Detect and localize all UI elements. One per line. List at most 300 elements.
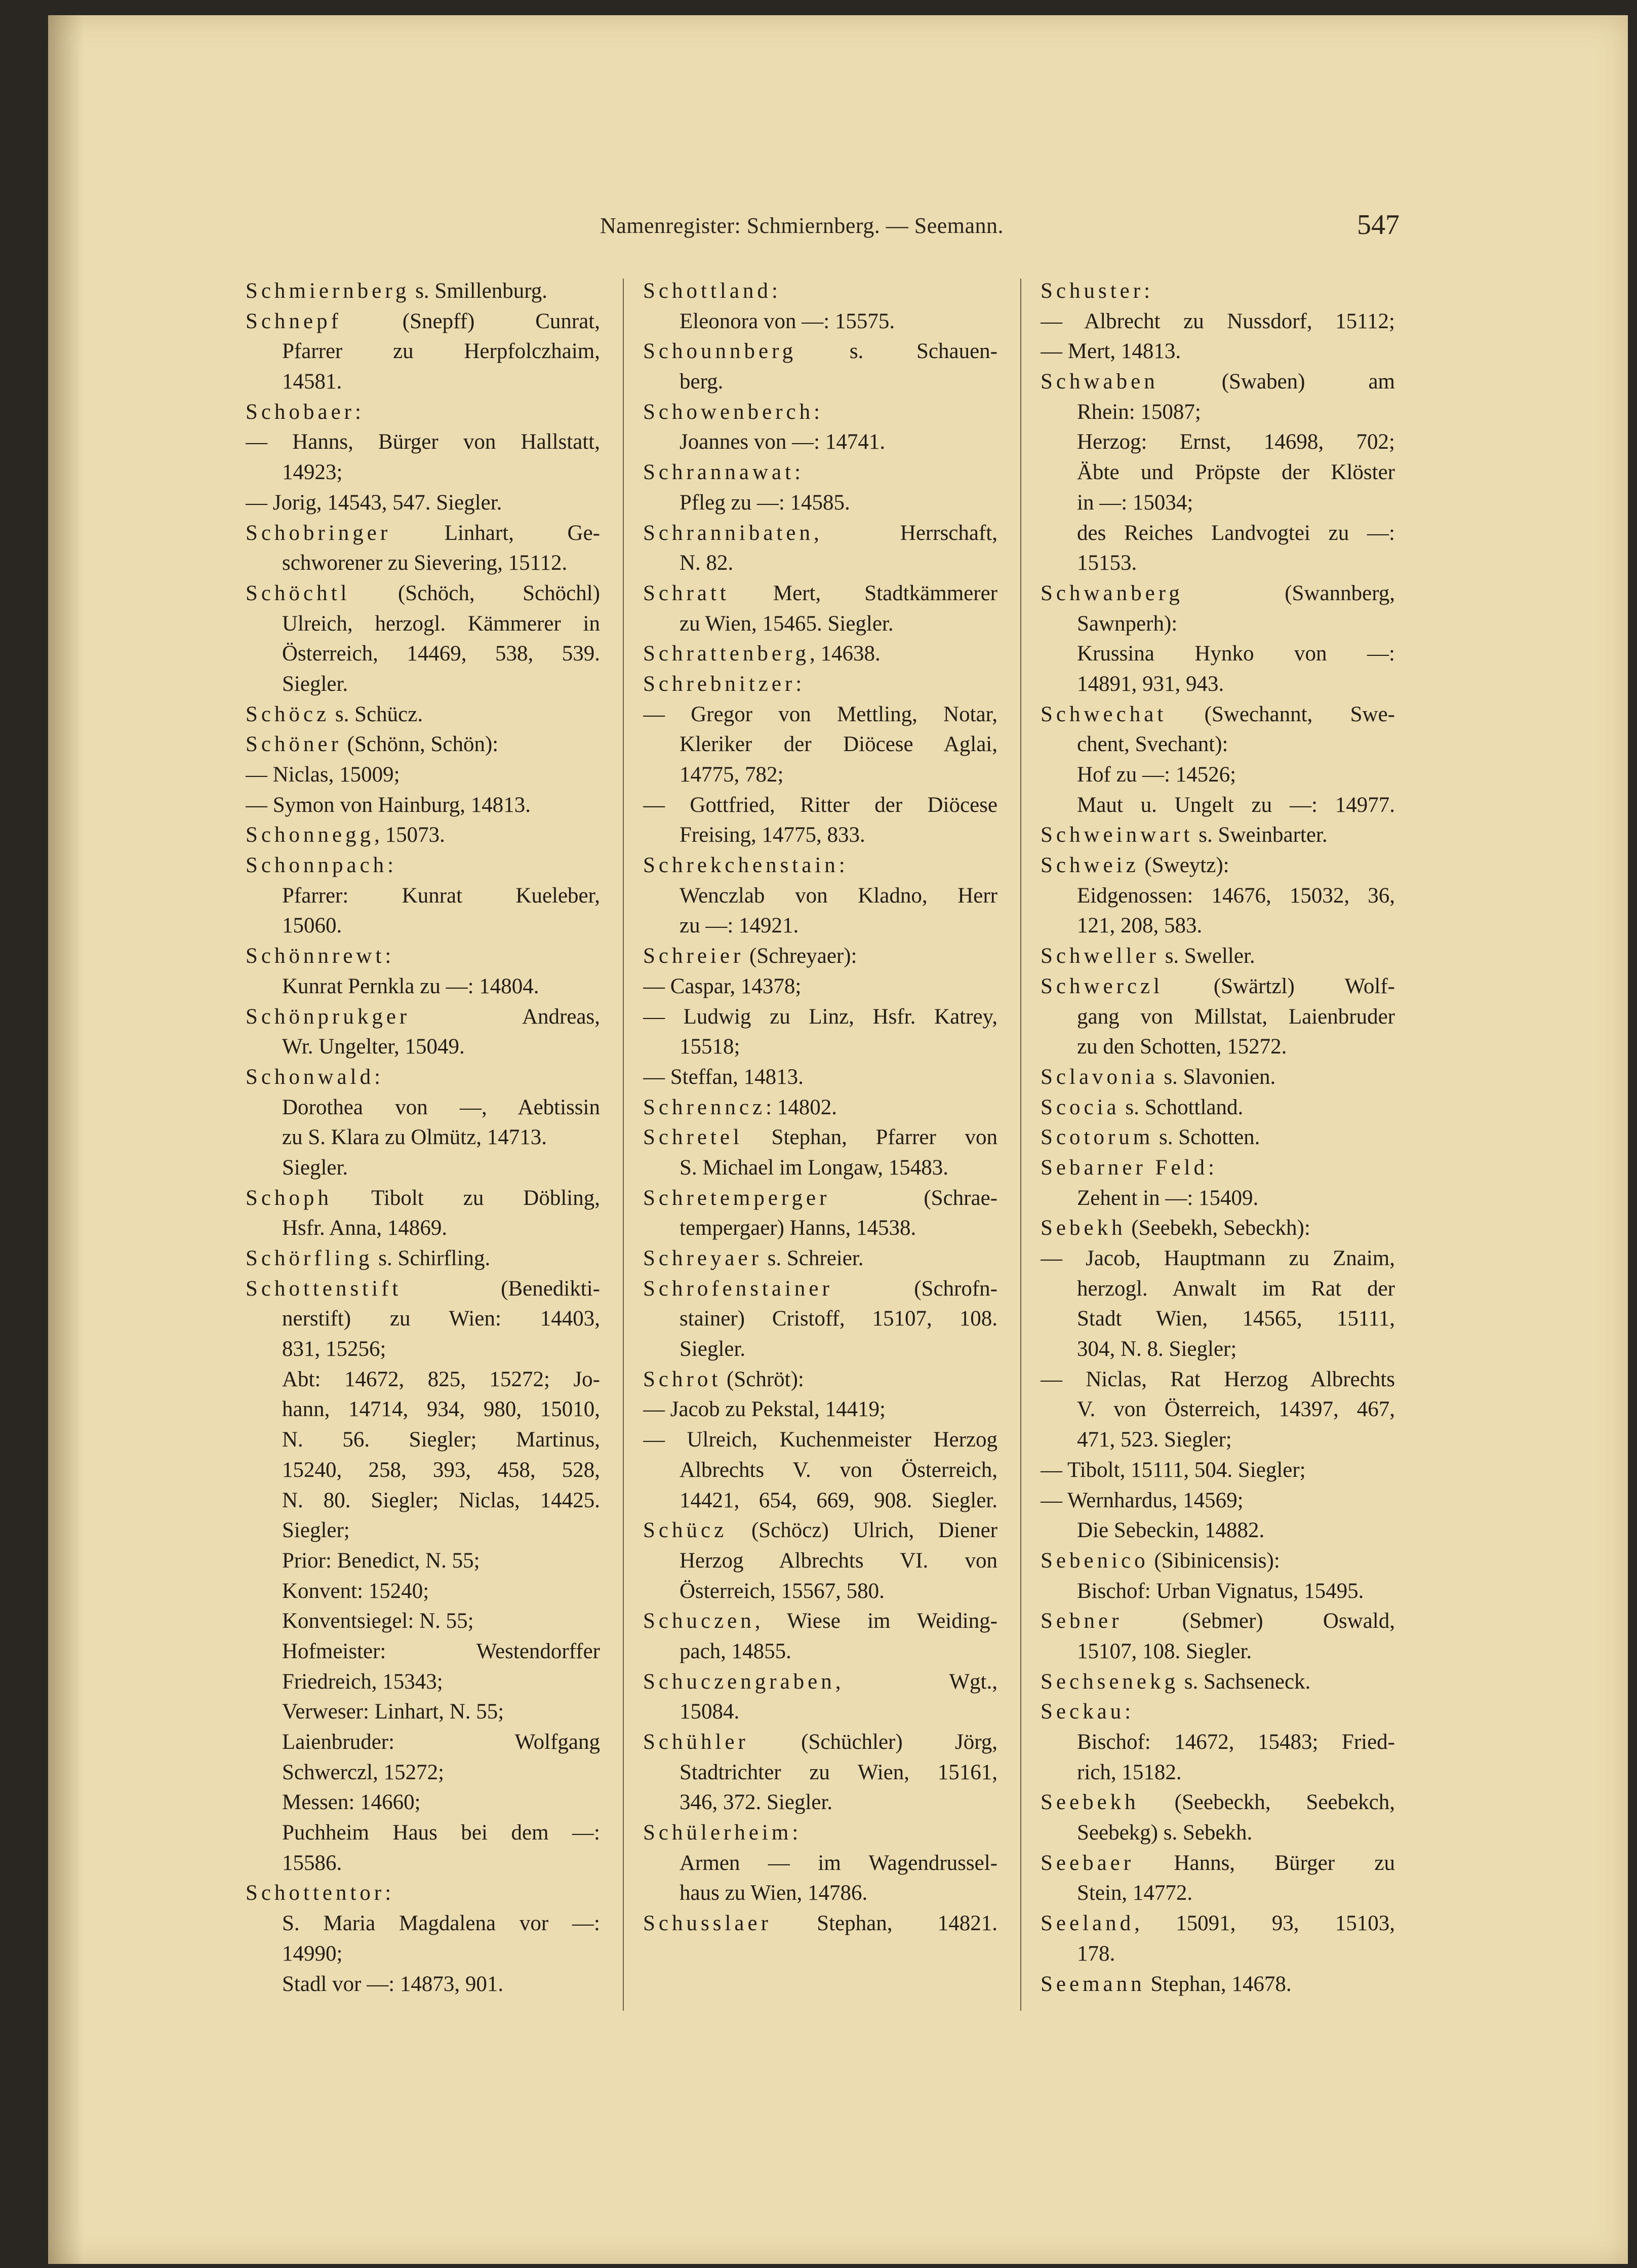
index-entry-text: — Niclas, 15009;	[246, 763, 400, 787]
index-headword: Scotorum	[1041, 1125, 1154, 1150]
index-headword: Schreyaer	[643, 1246, 762, 1270]
index-entry-text: (Seebekh, Sebeckh):	[1126, 1216, 1310, 1240]
index-entry-text: 14775, 782;	[680, 763, 784, 787]
index-entry-text: — Ludwig zu Linz, Hsfr. Katrey,	[643, 1004, 997, 1029]
index-entry-line	[1041, 729, 1395, 760]
index-entry-text: Maut u. Ungelt zu —: 14977.	[1077, 793, 1395, 817]
index-entry-text: — Caspar, 14378;	[643, 974, 802, 998]
index-entry-text: :	[795, 672, 802, 696]
index-headword: Schuczen	[643, 1609, 755, 1633]
index-entry-line	[643, 760, 997, 790]
index-entry-text: (Seebeckh, Seebekch,	[1139, 1790, 1395, 1815]
index-entry-text: Hsfr. Anna, 14869.	[282, 1216, 448, 1240]
index-headword: Schonwald	[246, 1065, 375, 1089]
index-entry-line	[1041, 1032, 1395, 1062]
index-entry-heading-line	[643, 1727, 997, 1757]
index-entry-text: s. Schücz.	[330, 702, 423, 726]
index-entry-heading-line	[643, 1515, 997, 1546]
index-entry-line	[643, 1697, 997, 1727]
index-entry-line	[1041, 1002, 1395, 1032]
index-entry-heading-line	[643, 639, 997, 669]
index-headword: Schrannawat	[643, 460, 795, 485]
index-entry-text: (Schüchler) Jörg,	[748, 1730, 997, 1754]
index-entry-heading-line	[1041, 1969, 1395, 2000]
index-entry-text: 15586.	[282, 1851, 342, 1875]
index-entry-text: :	[374, 1065, 381, 1089]
index-headword: Schrattenberg	[643, 642, 810, 666]
index-entry-text: — Jacob zu Pekstal, 14419;	[643, 1397, 886, 1422]
index-entry-text: Schwerczl, 15272;	[282, 1760, 445, 1784]
index-entry-line	[643, 427, 997, 457]
index-entry-text: (Swannberg,	[1183, 581, 1395, 605]
index-entry-text: haus zu Wien, 14786.	[680, 1881, 868, 1905]
index-entry-text: schworener zu Sievering, 15112.	[282, 551, 568, 575]
index-entry-line	[643, 729, 997, 760]
index-entry-text: — Wernhardus, 14569;	[1041, 1488, 1244, 1512]
index-entry-line	[246, 1092, 600, 1123]
index-entry-text: (Schöch, Schöchl)	[350, 581, 600, 605]
index-entry-line	[246, 1334, 600, 1364]
index-headword: Seckau	[1041, 1700, 1125, 1724]
index-entry-heading-line	[246, 941, 600, 971]
index-entry-heading-line	[1041, 941, 1395, 971]
index-entry-text: — Tibolt, 15111, 504. Siegler;	[1041, 1458, 1306, 1482]
index-entry-text: :	[1208, 1155, 1214, 1180]
index-entry-text: s. Sachseneck.	[1179, 1669, 1311, 1694]
index-entry-line	[643, 790, 997, 820]
index-entry-line	[643, 911, 997, 941]
index-entry-text: Stephan, 14678.	[1145, 1972, 1292, 1996]
index-entry-text: :	[385, 944, 391, 968]
index-entry-text: 831, 15256;	[282, 1337, 386, 1361]
index-headword: Sebner	[1041, 1609, 1123, 1633]
index-entry-text: Andreas,	[410, 1004, 600, 1029]
index-entry-text: Linhart, Ge-	[391, 521, 600, 545]
index-entry-text: Stephan, Pfarrer von	[742, 1125, 997, 1150]
index-entry-line	[246, 1787, 600, 1818]
index-headword: Sclavonia	[1041, 1065, 1159, 1089]
index-entry-line	[246, 971, 600, 1002]
index-entry-text: S. Michael im Longaw, 15483.	[680, 1155, 949, 1180]
running-title: Namenregister: Schmiernberg. — Seemann.	[600, 213, 1004, 238]
index-entry-heading-line	[643, 457, 997, 488]
index-entry-text: (Schreyaer):	[744, 944, 857, 968]
index-entry-text: Pfarrer: Kunrat Kueleber,	[282, 883, 600, 908]
index-entry-text: :	[839, 853, 845, 878]
index-entry-line	[643, 1485, 997, 1516]
index-entry-line	[643, 1546, 997, 1576]
index-entry-line	[246, 336, 600, 367]
index-entry-heading-line	[246, 699, 600, 730]
index-entry-text: 14990;	[282, 1941, 343, 1966]
index-entry-text: Bischof: Urban Vignatus, 15495.	[1077, 1579, 1364, 1603]
index-entry-text: , 15091, 93, 15103,	[1134, 1911, 1395, 1936]
index-headword: Schuczengraben	[643, 1669, 835, 1694]
index-entry-text: zu —: 14921.	[680, 914, 799, 938]
index-entry-text: — Jorig, 14543, 547. Siegler.	[246, 490, 502, 515]
index-entry-text: (Swaben) am	[1158, 370, 1395, 394]
index-entry-heading-line	[246, 518, 600, 549]
index-entry-text: 15084.	[680, 1700, 740, 1724]
index-entry-line	[643, 881, 997, 911]
index-entry-line	[1041, 1515, 1395, 1546]
index-entry-text: zu Wien, 15465. Siegler.	[680, 611, 894, 636]
index-entry-line	[643, 1153, 997, 1183]
index-entry-line	[246, 1818, 600, 1848]
index-entry-heading-line	[246, 276, 600, 306]
index-headword: Schonnpach	[246, 853, 388, 878]
index-headword: Schöcz	[246, 702, 330, 726]
index-entry-text: 178.	[1077, 1941, 1115, 1966]
index-entry-line	[246, 488, 600, 518]
index-headword: Schrenncz	[643, 1095, 766, 1119]
index-headword: Schonnegg	[246, 823, 375, 847]
index-entry-text: 14891, 931, 943.	[1077, 672, 1224, 696]
index-entry-text: Eidgenossen: 14676, 15032, 36,	[1077, 883, 1395, 908]
index-entry-text: :	[385, 1881, 391, 1905]
index-entry-text: 15518;	[680, 1035, 740, 1059]
index-headword: Schöner	[246, 732, 342, 757]
index-entry-text: 304, N. 8. Siegler;	[1077, 1337, 1237, 1361]
index-entry-text: zu S. Klara zu Olmütz, 14713.	[282, 1125, 547, 1150]
index-entry-text: 14581.	[282, 370, 342, 394]
index-entry-text: N. 80. Siegler; Niclas, 14425.	[282, 1488, 600, 1512]
index-entry-line	[643, 971, 997, 1002]
index-entry-line	[1041, 1939, 1395, 1969]
index-entry-line	[643, 367, 997, 397]
index-entry-heading-line	[1041, 1546, 1395, 1576]
index-entry-line	[246, 1122, 600, 1153]
index-entry-text: Österreich, 15567, 580.	[680, 1579, 885, 1603]
index-entry-text: — Ulreich, Kuchenmeister Herzog	[643, 1428, 997, 1452]
index-entry-line	[1041, 1727, 1395, 1757]
index-headword: Schwerczl	[1041, 974, 1164, 998]
index-entry-line	[1041, 548, 1395, 578]
index-entry-text: Abt: 14672, 825, 15272; Jo-	[282, 1367, 600, 1391]
index-entry-line	[246, 1939, 600, 1969]
index-entry-line	[643, 1636, 997, 1667]
index-entry-line	[643, 548, 997, 578]
index-headword: Schönprukger	[246, 1004, 411, 1029]
index-entry-line	[1041, 609, 1395, 639]
index-entry-line	[246, 1032, 600, 1062]
index-entry-line	[643, 1213, 997, 1243]
index-entry-line	[1041, 1183, 1395, 1214]
index-entry-text: :	[792, 1821, 798, 1845]
index-entry-line	[1041, 488, 1395, 518]
index-entry-text: stainer) Cristoff, 15107, 108.	[680, 1307, 997, 1331]
index-entry-text: Konventsiegel: N. 55;	[282, 1609, 474, 1633]
index-entry-line	[246, 1727, 600, 1757]
index-entry-line	[246, 1515, 600, 1546]
index-entry-heading-line	[643, 518, 997, 549]
index-headword: Schrekchenstain	[643, 853, 839, 878]
index-entry-text: Die Sebeckin, 14882.	[1077, 1518, 1265, 1543]
index-entry-text: Seebekg) s. Sebekh.	[1077, 1821, 1253, 1845]
index-entry-text: N. 56. Siegler; Martinus,	[282, 1428, 600, 1452]
index-entry-heading-line	[1041, 1122, 1395, 1153]
index-entry-heading-line	[1041, 1092, 1395, 1123]
index-headword: Schrot	[643, 1367, 722, 1391]
index-headword: Seeland	[1041, 1911, 1135, 1936]
index-entry-line	[246, 1304, 600, 1334]
index-headword: Sebekh	[1041, 1216, 1126, 1240]
index-entry-text: Prior: Benedict, N. 55;	[282, 1548, 480, 1573]
index-column-1	[246, 276, 600, 1999]
index-headword: Schwechat	[1041, 702, 1167, 726]
index-entry-heading-line	[1041, 820, 1395, 850]
index-entry-text: N. 82.	[680, 551, 734, 575]
index-entry-text: Albrechts V. von Österreich,	[680, 1458, 997, 1482]
index-entry-text: Herzog: Ernst, 14698, 702;	[1077, 430, 1395, 454]
index-entry-heading-line	[1041, 1787, 1395, 1818]
index-entry-text: Zehent in —: 15409.	[1077, 1186, 1259, 1210]
index-entry-text: 14421, 654, 669, 908. Siegler.	[680, 1488, 997, 1512]
index-entry-text: (Sebmer) Oswald,	[1122, 1609, 1395, 1633]
index-entry-text: — Gregor von Mettling, Notar,	[643, 702, 997, 726]
index-entry-text: (Sweytz):	[1139, 853, 1229, 878]
index-headword: Schratt	[643, 581, 730, 605]
index-headword: Schühler	[643, 1730, 749, 1754]
index-entry-text: Österreich, 14469, 538, 539.	[282, 642, 600, 666]
index-entry-text: , Wiese im Weiding-	[754, 1609, 997, 1633]
index-entry-heading-line	[643, 1183, 997, 1214]
index-entry-text: Puchheim Haus bei dem —:	[282, 1821, 600, 1845]
index-entry-line	[643, 609, 997, 639]
index-entry-text: nerstift) zu Wien: 14403,	[282, 1307, 600, 1331]
index-entry-text: 121, 208, 583.	[1077, 914, 1203, 938]
index-entry-heading-line	[246, 397, 600, 427]
index-entry-text: , 15073.	[374, 823, 445, 847]
index-entry-line	[246, 760, 600, 790]
index-headword: Schounnberg	[643, 339, 797, 364]
index-entry-heading-line	[643, 850, 997, 881]
index-entry-text: Pfarrer zu Herpfolczhaim,	[282, 339, 600, 364]
index-entry-text: Dorothea von —, Aebtissin	[282, 1095, 600, 1119]
index-entry-line	[1041, 639, 1395, 669]
index-entry-line	[246, 1848, 600, 1879]
index-entry-line	[1041, 1757, 1395, 1788]
index-entry-line	[246, 1576, 600, 1607]
index-entry-text: (Schrofn-	[832, 1276, 997, 1301]
index-entry-text: Sawnperh):	[1077, 611, 1178, 636]
index-entry-line	[246, 1969, 600, 2000]
index-headword: Schörfling	[246, 1246, 373, 1270]
index-entry-line	[643, 1002, 997, 1032]
index-entry-heading-line	[1041, 1848, 1395, 1879]
index-entry-text: zu den Schotten, 15272.	[1077, 1035, 1287, 1059]
index-entry-text: Stadl vor —: 14873, 901.	[282, 1972, 504, 1996]
index-entry-text: rich, 15182.	[1077, 1760, 1182, 1784]
index-entry-text: (Schröt):	[721, 1367, 804, 1391]
index-entry-text: (Sibinicensis):	[1148, 1548, 1280, 1573]
index-entry-text: , Herrschaft,	[813, 521, 997, 545]
index-entry-line	[1041, 1818, 1395, 1848]
column-divider	[1020, 279, 1021, 2011]
index-entry-heading-line	[643, 1122, 997, 1153]
index-entry-heading-line	[643, 669, 997, 699]
index-entry-text: — Albrecht zu Nussdorf, 15112;	[1041, 309, 1395, 333]
index-entry-line	[246, 1425, 600, 1455]
index-entry-text: 14923;	[282, 460, 343, 485]
index-entry-heading-line	[643, 941, 997, 971]
index-headword: Schwaben	[1041, 370, 1159, 394]
index-entry-line	[1041, 518, 1395, 549]
index-entry-line	[1041, 911, 1395, 941]
index-entry-text: s. Sweller.	[1159, 944, 1255, 968]
index-entry-heading-line	[246, 1002, 600, 1032]
index-entry-line	[1041, 1455, 1395, 1485]
index-entry-line	[246, 548, 600, 578]
index-entry-line	[1041, 336, 1395, 367]
index-entry-text: Laienbruder: Wolfgang	[282, 1730, 600, 1754]
index-entry-line	[1041, 1243, 1395, 1274]
index-entry-text: — Hanns, Bürger von Hallstatt,	[246, 430, 600, 454]
index-entry-line	[643, 1576, 997, 1607]
index-entry-heading-line	[246, 1878, 600, 1908]
index-column-2	[643, 276, 997, 1939]
index-entry-text: Kleriker der Diöcese Aglai,	[680, 732, 997, 757]
index-entry-text: gang von Millstat, Laienbruder	[1077, 1004, 1395, 1029]
index-entry-text: — Gottfried, Ritter der Diöcese	[643, 793, 997, 817]
index-entry-heading-line	[246, 850, 600, 881]
index-entry-text: Rhein: 15087;	[1077, 400, 1201, 424]
index-entry-text: Ulreich, herzogl. Kämmerer in	[282, 611, 600, 636]
index-entry-text: S. Maria Magdalena vor —:	[282, 1911, 600, 1936]
index-entry-line	[1041, 1394, 1395, 1425]
index-entry-text: s. Sweinbarter.	[1193, 823, 1328, 847]
index-entry-text: Wr. Ungelter, 15049.	[282, 1035, 465, 1059]
index-entry-text: in —: 15034;	[1077, 490, 1193, 515]
index-entry-line	[246, 1153, 600, 1183]
index-entry-text: Eleonora von —: 15575.	[680, 309, 895, 333]
index-entry-line	[246, 1908, 600, 1939]
index-entry-line	[246, 1213, 600, 1243]
page-header	[48, 203, 1628, 248]
index-headword: Schowenberch	[643, 400, 814, 424]
index-headword: Schülerheim	[643, 1821, 792, 1845]
index-entry-heading-line	[246, 820, 600, 850]
index-entry-heading-line	[643, 1092, 997, 1123]
index-entry-line	[246, 609, 600, 639]
index-entry-text: Pfleg zu —: 14585.	[680, 490, 850, 515]
index-entry-text: Verweser: Linhart, N. 55;	[282, 1700, 504, 1724]
index-entry-text: Stephan, 14821.	[771, 1911, 997, 1936]
index-entry-text: 15107, 108. Siegler.	[1077, 1639, 1252, 1663]
index-entry-heading-line	[1041, 1153, 1395, 1183]
index-entry-text: berg.	[680, 370, 724, 394]
index-entry-text: Stadt Wien, 14565, 15111,	[1077, 1307, 1395, 1331]
index-entry-text: Mert, Stadtkämmerer	[729, 581, 997, 605]
index-entry-heading-line	[1041, 1062, 1395, 1092]
index-entry-text: :	[1125, 1700, 1131, 1724]
index-headword: Scocia	[1041, 1095, 1120, 1119]
index-entry-text: Hanns, Bürger zu	[1134, 1851, 1395, 1875]
index-headword: Schweinwart	[1041, 823, 1193, 847]
index-entry-line	[246, 1606, 600, 1636]
index-entry-text: :	[387, 853, 394, 878]
index-entry-line	[643, 1878, 997, 1908]
index-entry-text: s. Smillenburg.	[410, 279, 548, 303]
index-entry-text: (Swärtzl) Wolf-	[1163, 974, 1395, 998]
index-entry-text: Stadtrichter zu Wien, 15161,	[680, 1760, 997, 1784]
index-entry-text: s. Slavonien.	[1158, 1065, 1276, 1089]
index-entry-text: Herzog Albrechts VI. von	[680, 1548, 997, 1573]
index-entry-heading-line	[1041, 971, 1395, 1002]
index-headword: Schrebnitzer	[643, 672, 796, 696]
index-entry-text: 15060.	[282, 914, 342, 938]
index-headword: Schöchtl	[246, 581, 350, 605]
index-entry-line	[246, 1667, 600, 1697]
index-entry-line	[246, 457, 600, 488]
index-entry-heading-line	[643, 1667, 997, 1697]
index-headword: Schweiz	[1041, 853, 1139, 878]
index-entry-text: :	[1144, 279, 1150, 303]
index-entry-line	[246, 669, 600, 699]
column-divider	[623, 279, 624, 2011]
index-entry-heading-line	[246, 578, 600, 609]
index-entry-heading-line	[1041, 1213, 1395, 1243]
index-entry-line	[1041, 1304, 1395, 1334]
index-entry-line	[246, 1757, 600, 1788]
index-entry-heading-line	[643, 578, 997, 609]
index-entry-text: — Steffan, 14813.	[643, 1065, 804, 1089]
index-entry-heading-line	[643, 1274, 997, 1304]
index-entry-text: s. Schotten.	[1153, 1125, 1260, 1150]
index-headword: Schretel	[643, 1125, 743, 1150]
index-entry-line	[643, 1062, 997, 1092]
index-headword: Sebarner Feld	[1041, 1155, 1209, 1180]
index-entry-heading-line	[1041, 578, 1395, 609]
index-entry-text: Siegler;	[282, 1518, 350, 1543]
index-entry-text: , 14638.	[810, 642, 881, 666]
index-headword: Seemann	[1041, 1972, 1145, 1996]
index-entry-line	[643, 1394, 997, 1425]
index-headword: Sebenico	[1041, 1548, 1149, 1573]
index-entry-text: s. Schottland.	[1120, 1095, 1244, 1119]
index-entry-line	[643, 1757, 997, 1788]
index-entry-line	[1041, 1878, 1395, 1908]
index-headword: Schretemperger	[643, 1186, 830, 1210]
index-entry-text: Wenczlab von Kladno, Herr	[680, 883, 997, 908]
index-entry-heading-line	[1041, 850, 1395, 881]
index-entry-text: hann, 14714, 934, 980, 15010,	[282, 1397, 600, 1422]
index-entry-line	[1041, 790, 1395, 820]
index-headword: Schottland	[643, 279, 772, 303]
index-entry-line	[1041, 1425, 1395, 1455]
index-entry-line	[643, 488, 997, 518]
index-entry-text: : 14802.	[766, 1095, 837, 1119]
index-entry-text: Messen: 14660;	[282, 1790, 421, 1815]
index-entry-heading-line	[1041, 276, 1395, 306]
index-entry-text: Hof zu —: 14526;	[1077, 763, 1236, 787]
index-entry-line	[1041, 306, 1395, 337]
index-entry-text: des Reiches Landvogtei zu —:	[1077, 521, 1395, 545]
index-entry-text: Hofmeister: Westendorffer	[282, 1639, 600, 1663]
index-entry-text: chent, Svechant):	[1077, 732, 1228, 757]
index-entry-text: :	[771, 279, 778, 303]
index-entry-text: Friedreich, 15343;	[282, 1669, 443, 1694]
index-entry-heading-line	[246, 729, 600, 760]
index-entry-text: Stein, 14772.	[1077, 1881, 1193, 1905]
index-entry-text: Joannes von —: 14741.	[680, 430, 886, 454]
index-headword: Schottentor	[246, 1881, 385, 1905]
index-entry-line	[643, 306, 997, 337]
index-entry-line	[246, 1455, 600, 1485]
index-entry-line	[246, 911, 600, 941]
index-entry-text: pach, 14855.	[680, 1639, 791, 1663]
index-entry-text: (Swechannt, Swe-	[1167, 702, 1395, 726]
